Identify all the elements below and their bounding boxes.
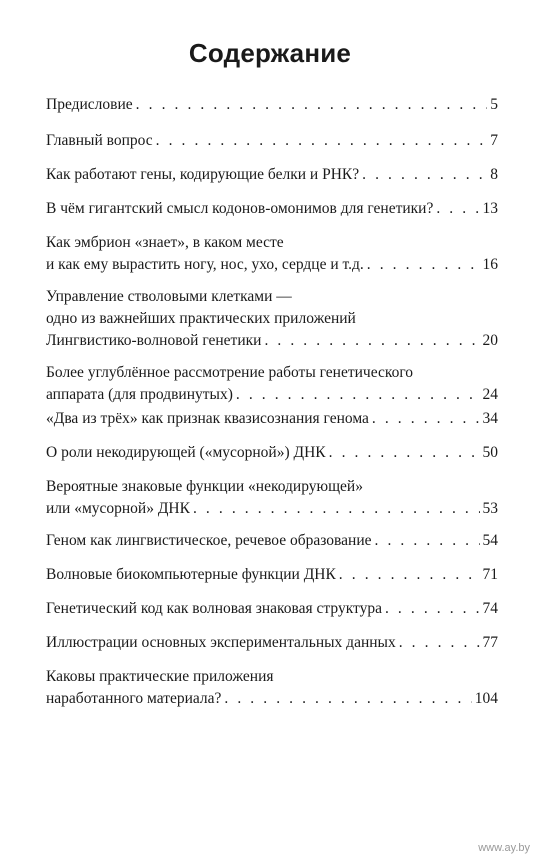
toc-entry-row	[46, 442, 498, 464]
toc-entry-title-line: Волновые биокомпьютерные функции ДНК	[46, 566, 336, 583]
toc-entry[interactable]	[46, 94, 498, 116]
toc-entry-title-line: или «мусорной» ДНК	[46, 500, 190, 517]
page-title: Содержание	[188, 38, 352, 68]
watermark: www.ay.by	[478, 842, 530, 854]
dot-leader	[436, 198, 479, 220]
toc-entry-row	[46, 164, 498, 186]
toc-page-number: 71	[482, 566, 498, 583]
dot-leader	[375, 530, 480, 552]
toc-entry-title-line: Генетический код как волновая знаковая структура	[46, 600, 382, 617]
dot-leader	[372, 408, 480, 430]
toc-entry-row	[46, 598, 498, 620]
toc-entry[interactable]	[46, 564, 498, 586]
toc-entry-title-line: Как работают гены, кодирующие белки и РНК?	[46, 166, 360, 183]
toc-entry[interactable]	[46, 476, 498, 520]
toc-entry-title-line: аппарата (для продвинутых)	[46, 386, 233, 403]
toc-entry-title-line: О роли некодирующей («мусорной») ДНК	[46, 444, 326, 461]
toc-entry[interactable]	[46, 632, 498, 654]
toc-entry[interactable]	[46, 164, 498, 186]
toc-entry-title-line: Каковы практические приложения	[46, 668, 274, 685]
dot-leader	[136, 94, 488, 116]
dot-leader	[367, 254, 480, 276]
toc-page-number: 20	[482, 332, 498, 349]
toc-entry-row	[46, 688, 498, 710]
toc-entry-row	[46, 130, 498, 152]
toc-entry-title-line: Более углублённое рассмотрение работы генетического	[46, 364, 414, 381]
toc-entry[interactable]	[46, 666, 498, 710]
toc-entry-title-line: Иллюстрации основных экспериментальных данных	[46, 634, 396, 651]
dot-leader	[156, 130, 488, 152]
toc-page-number: 104	[474, 690, 498, 707]
toc-entry-row	[46, 384, 498, 406]
toc-page-number: 13	[482, 200, 498, 217]
toc-entry[interactable]	[46, 408, 498, 430]
toc-page-number: 34	[482, 410, 498, 427]
toc-entry[interactable]	[46, 130, 498, 152]
toc-entry-row	[46, 564, 498, 586]
toc-page-number: 54	[482, 532, 498, 549]
toc-page-number: 74	[482, 600, 498, 617]
toc-entry[interactable]	[46, 598, 498, 620]
toc-entry[interactable]	[46, 362, 498, 406]
toc-entry-row	[46, 94, 498, 116]
toc-entry[interactable]	[46, 286, 498, 352]
dot-leader	[399, 632, 480, 654]
toc-page-number: 77	[482, 634, 498, 651]
dot-leader	[362, 164, 487, 186]
dot-leader	[329, 442, 480, 464]
toc-page-number: 50	[482, 444, 498, 461]
dot-leader	[385, 598, 480, 620]
toc-page-number: 7	[490, 132, 498, 149]
toc-entry-row	[46, 254, 498, 276]
dot-leader	[193, 498, 480, 520]
toc-entry-title-line: Лингвистико-волновой генетики	[46, 332, 262, 349]
toc-entry-row	[46, 330, 498, 352]
toc-entry-title-line: одно из важнейших практических приложений	[46, 310, 356, 327]
toc-page-number: 24	[482, 386, 498, 403]
toc-entry-title-line: Геном как лингвистическое, речевое образование	[46, 532, 372, 549]
toc-entry-title-line: Управление стволовыми клетками —	[46, 288, 292, 305]
toc-entry-row	[46, 498, 498, 520]
toc-page-number: 53	[482, 500, 498, 517]
toc-entry-title-line: Предисловие	[46, 96, 133, 113]
dot-leader	[264, 330, 479, 352]
toc-entry[interactable]	[46, 198, 498, 220]
toc-entry-row	[46, 632, 498, 654]
toc-entry-title-line: «Два из трёх» как признак квазисознания генома	[46, 410, 369, 427]
toc-entry[interactable]	[46, 232, 498, 276]
toc-entry-row	[46, 198, 498, 220]
toc-entry-title-line: В чём гигантский смысл кодонов-омонимов для генетики?	[46, 200, 434, 217]
dot-leader	[236, 384, 480, 406]
toc-entry-title-line: и как ему вырастить ногу, нос, ухо, сердце и т.д.	[46, 256, 364, 273]
dot-leader	[224, 688, 471, 710]
toc-page-number: 5	[490, 96, 498, 113]
toc-page-number: 8	[490, 166, 498, 183]
toc-entry-title-line: наработанного материала?	[46, 690, 222, 707]
toc-entry[interactable]	[46, 530, 498, 552]
toc-entry-title-line: Главный вопрос	[46, 132, 153, 149]
toc-entry-title-line: Как эмбрион «знает», в каком месте	[46, 234, 284, 251]
dot-leader	[339, 564, 480, 586]
toc-entry[interactable]	[46, 442, 498, 464]
toc-entry-title-line: Вероятные знаковые функции «некодирующей»	[46, 478, 363, 495]
toc-page-number: 16	[482, 256, 498, 273]
toc-entry-row	[46, 408, 498, 430]
toc-entry-row	[46, 530, 498, 552]
